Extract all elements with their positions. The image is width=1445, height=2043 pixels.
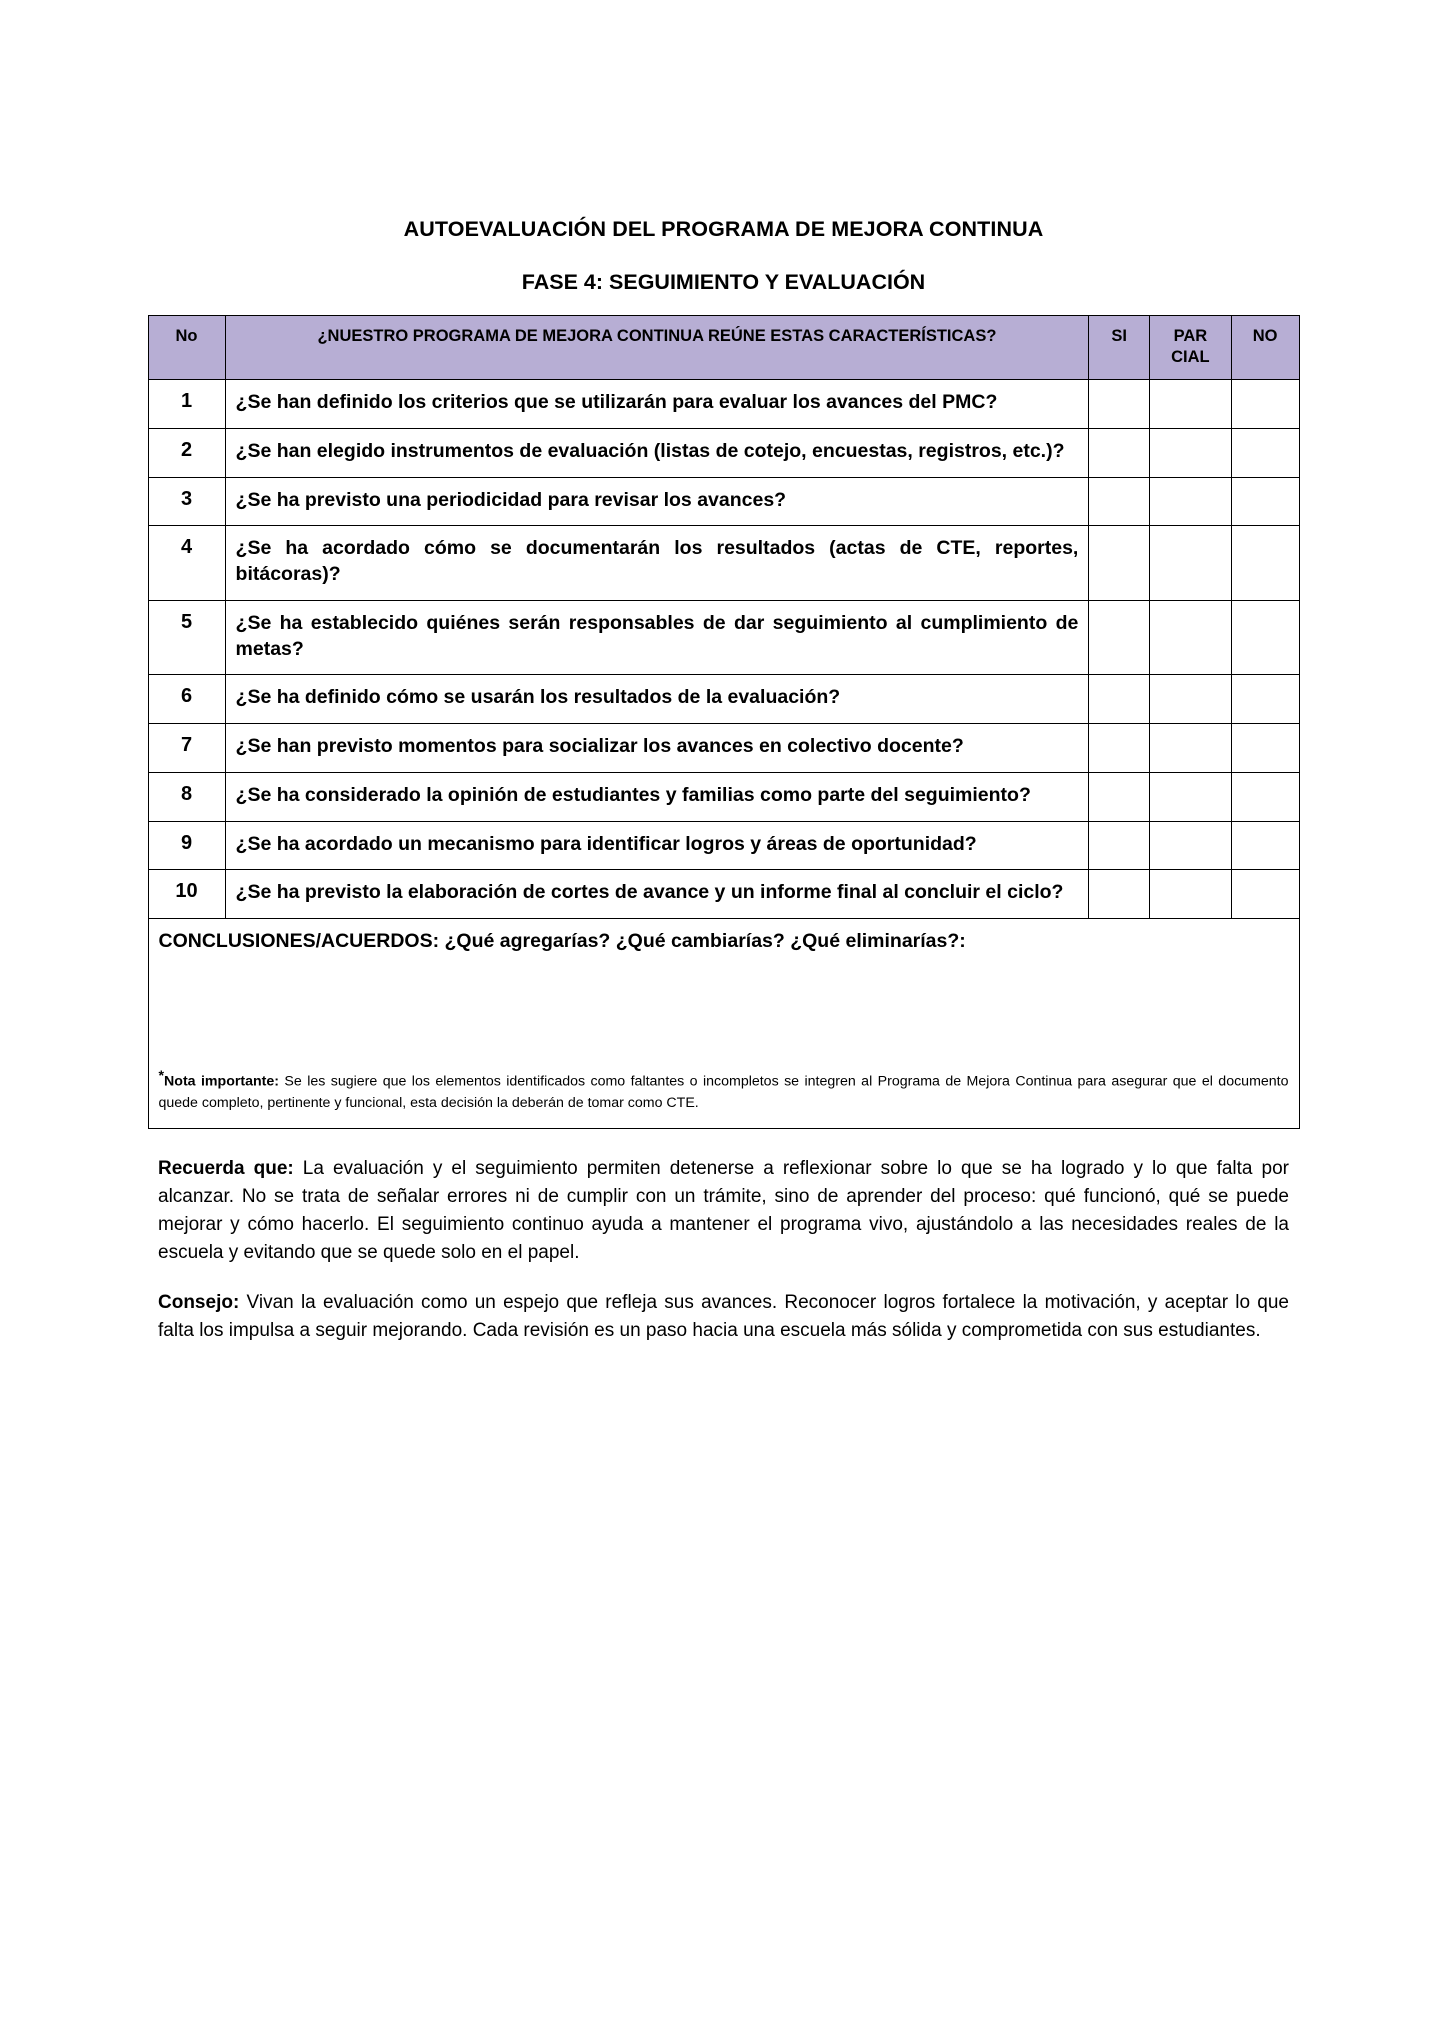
checkbox-cell-parcial[interactable] bbox=[1150, 821, 1232, 870]
row-question: ¿Se han definido los criterios que se utilizarán para evaluar los avances del PMC? bbox=[225, 380, 1089, 429]
row-question: ¿Se ha previsto la elaboración de cortes de avance y un informe final al concluir el ciclo? bbox=[225, 870, 1089, 919]
checkbox-cell-parcial[interactable] bbox=[1150, 724, 1232, 773]
column-header-no: No bbox=[148, 316, 225, 380]
table-row bbox=[148, 772, 1299, 821]
checkbox-cell-si[interactable] bbox=[1089, 772, 1150, 821]
remember-text: La evaluación y el seguimiento permiten detenerse a reflexionar sobre lo que se ha logrado y lo que falta por alcanzar. No se trata de señalar errores ni de cumplir con un trámite, sino de aprender del proceso: qué funcionó, qué se puede mejorar y cómo hacerlo. El seguimiento continuo ayuda a mantener el programa vivo, ajustándolo a las necesidades reales de la escuela y evitando que se quede solo en el papel. bbox=[158, 1158, 1289, 1263]
table-header-row bbox=[148, 316, 1299, 380]
conclusions-cell[interactable] bbox=[148, 919, 1299, 1129]
checkbox-cell-no[interactable] bbox=[1231, 724, 1299, 773]
row-question: ¿Se ha establecido quiénes serán responsables de dar seguimiento al cumplimiento de metas? bbox=[225, 600, 1089, 674]
column-header-parcial: PAR CIAL bbox=[1150, 316, 1232, 380]
checkbox-cell-si[interactable] bbox=[1089, 600, 1150, 674]
checkbox-cell-no[interactable] bbox=[1231, 870, 1299, 919]
table-row bbox=[148, 380, 1299, 429]
checkbox-cell-parcial[interactable] bbox=[1150, 675, 1232, 724]
row-number: 7 bbox=[148, 724, 225, 773]
checkbox-cell-si[interactable] bbox=[1089, 821, 1150, 870]
conclusions-row bbox=[148, 919, 1299, 1129]
row-number: 8 bbox=[148, 772, 225, 821]
row-number: 4 bbox=[148, 526, 225, 600]
checkbox-cell-si[interactable] bbox=[1089, 675, 1150, 724]
note-strong-label: Nota importante: bbox=[164, 1074, 280, 1091]
conclusions-label: CONCLUSIONES/ACUERDOS: ¿Qué agregarías? ¿Qué cambiarías? ¿Qué eliminarías?: bbox=[158, 930, 966, 953]
page-subtitle: FASE 4: SEGUIMIENTO Y EVALUACIÓN bbox=[521, 270, 926, 295]
checkbox-cell-si[interactable] bbox=[1089, 429, 1150, 478]
checkbox-cell-no[interactable] bbox=[1231, 772, 1299, 821]
checkbox-cell-parcial[interactable] bbox=[1150, 870, 1232, 919]
page-title: AUTOEVALUACIÓN DEL PROGRAMA DE MEJORA CONTINUA bbox=[403, 217, 1044, 241]
column-header-si: SI bbox=[1089, 316, 1150, 380]
row-question: ¿Se ha acordado un mecanismo para identificar logros y áreas de oportunidad? bbox=[225, 821, 1089, 870]
checkbox-cell-si[interactable] bbox=[1089, 724, 1150, 773]
checkbox-cell-parcial[interactable] bbox=[1150, 772, 1232, 821]
checkbox-cell-parcial[interactable] bbox=[1150, 380, 1232, 429]
document-content bbox=[136, 215, 1311, 1367]
row-question: ¿Se ha previsto una periodicidad para revisar los avances? bbox=[225, 477, 1089, 526]
checkbox-cell-no[interactable] bbox=[1231, 821, 1299, 870]
row-question: ¿Se ha definido cómo se usarán los resultados de la evaluación? bbox=[225, 675, 1089, 724]
table-row bbox=[148, 821, 1299, 870]
row-question: ¿Se han previsto momentos para socializar los avances en colectivo docente? bbox=[225, 724, 1089, 773]
table-row bbox=[148, 526, 1299, 600]
checkbox-cell-si[interactable] bbox=[1089, 526, 1150, 600]
column-header-no-answer: NO bbox=[1231, 316, 1299, 380]
advice-paragraph bbox=[158, 1289, 1289, 1345]
table-row bbox=[148, 724, 1299, 773]
row-number: 3 bbox=[148, 477, 225, 526]
advice-text: Vivan la evaluación como un espejo que refleja sus avances. Reconocer logros fortalece la motivación, y aceptar lo que falta los impulsa a seguir mejorando. Cada revisión es un paso hacia una escuela más sólida y comprometida con sus estudiantes. bbox=[158, 1291, 1289, 1341]
footer-text bbox=[136, 1155, 1311, 1345]
column-header-question: ¿NUESTRO PROGRAMA DE MEJORA CONTINUA REÚNE ESTAS CARACTERÍSTICAS? bbox=[225, 316, 1089, 380]
checkbox-cell-no[interactable] bbox=[1231, 429, 1299, 478]
note-asterisk: * bbox=[158, 1068, 165, 1085]
row-number: 6 bbox=[148, 675, 225, 724]
row-question: ¿Se han elegido instrumentos de evaluación (listas de cotejo, encuestas, registros, etc.)? bbox=[225, 429, 1089, 478]
row-number: 1 bbox=[148, 380, 225, 429]
checkbox-cell-si[interactable] bbox=[1089, 870, 1150, 919]
checkbox-cell-si[interactable] bbox=[1089, 380, 1150, 429]
table-body bbox=[148, 380, 1299, 1129]
checkbox-cell-no[interactable] bbox=[1231, 675, 1299, 724]
row-number: 9 bbox=[148, 821, 225, 870]
checkbox-cell-parcial[interactable] bbox=[1150, 526, 1232, 600]
table-row bbox=[148, 870, 1299, 919]
table-row bbox=[148, 429, 1299, 478]
row-question: ¿Se ha acordado cómo se documentarán los resultados (actas de CTE, reportes, bitácoras)? bbox=[225, 526, 1089, 600]
row-number: 10 bbox=[148, 870, 225, 919]
important-note bbox=[159, 1066, 1289, 1113]
table-row bbox=[148, 477, 1299, 526]
checkbox-cell-no[interactable] bbox=[1231, 477, 1299, 526]
table-row bbox=[148, 675, 1299, 724]
checkbox-cell-no[interactable] bbox=[1231, 600, 1299, 674]
checkbox-cell-si[interactable] bbox=[1089, 477, 1150, 526]
checkbox-cell-no[interactable] bbox=[1231, 526, 1299, 600]
self-assessment-table bbox=[148, 315, 1300, 1129]
note-text: Se les sugiere que los elementos identificados como faltantes o incompletos se integren al Programa de Mejora Continua para asegurar que el documento quede completo, pertinente y funcional, esta decisión la deberán de tomar como CTE. bbox=[158, 1074, 1289, 1111]
checkbox-cell-parcial[interactable] bbox=[1150, 477, 1232, 526]
table-row bbox=[148, 600, 1299, 674]
remember-label: Recuerda que: bbox=[158, 1158, 294, 1180]
row-question: ¿Se ha considerado la opinión de estudiantes y familias como parte del seguimiento? bbox=[225, 772, 1089, 821]
checkbox-cell-parcial[interactable] bbox=[1150, 429, 1232, 478]
row-number: 5 bbox=[148, 600, 225, 674]
checkbox-cell-no[interactable] bbox=[1231, 380, 1299, 429]
remember-paragraph bbox=[158, 1155, 1289, 1267]
checkbox-cell-parcial[interactable] bbox=[1150, 600, 1232, 674]
advice-label: Consejo: bbox=[158, 1291, 240, 1313]
table-header bbox=[148, 316, 1299, 380]
row-number: 2 bbox=[148, 429, 225, 478]
